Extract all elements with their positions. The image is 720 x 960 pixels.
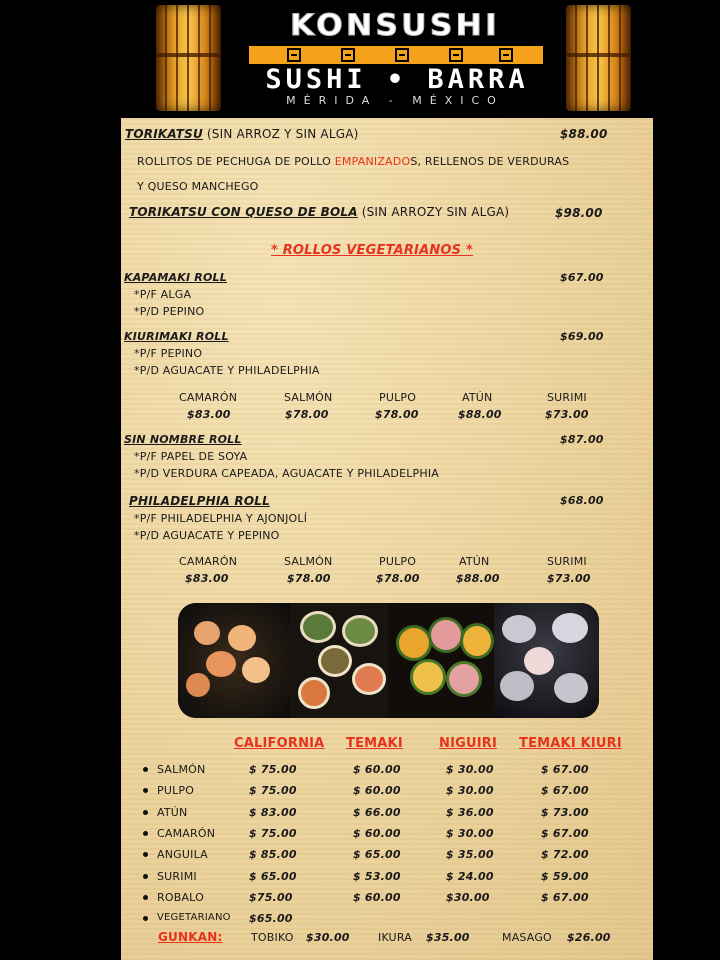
table-cell-temaki: $ 60.00 [353,784,401,797]
table-cell-niguiri: $ 36.00 [446,806,494,819]
table-cell-temaki-kiuri: $ 67.00 [541,763,589,776]
philadelphia-price: $68.00 [560,494,604,507]
torikatsu-variant-note: (SIN ARROZY SIN ALGA) [361,205,510,219]
torikatsu-description [137,155,569,168]
kanji-bar [249,46,543,64]
protein-header: SURIMI [547,555,587,568]
sushi-piece [428,617,464,653]
protein-price: $78.00 [376,572,420,585]
table-row-item: VEGETARIANO [157,912,231,923]
sushi-piece [410,659,446,695]
column-california: CALIFORNIA [234,736,325,751]
bullet-icon [143,788,148,793]
sushi-photo-3 [388,603,494,718]
sushi-photo-4 [494,603,599,718]
sin-nombre-name: SIN NOMBRE ROLL [124,433,242,446]
bamboo-decoration-right [566,5,631,111]
table-cell-temaki: $ 66.00 [353,806,401,819]
section-title: * ROLLOS VEGETARIANOS * [271,243,473,258]
masago-price: $26.00 [567,931,611,944]
table-cell-california: $ 75.00 [249,763,297,776]
table-row-item: ATÚN [157,806,188,819]
protein-price: $88.00 [456,572,500,585]
torikatsu-variant-name: TORIKATSU CON QUESO DE BOLA [129,205,358,219]
sushi-piece [552,613,588,643]
torikatsu-description-2: Y QUESO MANCHEGO [137,180,259,193]
protein-price: $78.00 [285,408,329,421]
sushi-piece [500,671,534,701]
sushi-piece [194,621,220,645]
bullet-icon [143,810,148,815]
kapamaki-price: $67.00 [560,271,604,284]
protein-header: CAMARÓN [179,555,238,568]
table-row-item: CAMARÓN [157,827,216,840]
sushi-piece [352,663,386,695]
torikatsu-variant-line [129,205,509,219]
table-cell-niguiri: $ 30.00 [446,763,494,776]
sushi-piece [206,651,236,677]
sushi-piece [300,611,336,643]
bullet-icon [143,831,148,836]
sushi-piece [186,673,210,697]
sin-nombre-line-1: *P/F PAPEL DE SOYA [134,450,248,463]
protein-header: SALMÓN [284,391,333,404]
protein-header: SALMÓN [284,555,333,568]
protein-price: $73.00 [547,572,591,585]
table-cell-temaki: $ 60.00 [353,827,401,840]
torikatsu-line [125,127,359,141]
table-cell-california: $ 65.00 [249,870,297,883]
sushi-piece [446,661,482,697]
table-row-item: SURIMI [157,870,197,883]
sushi-piece [502,615,536,643]
table-cell-temaki-kiuri: $ 59.00 [541,870,589,883]
brand-location: MÉRIDA - MÉXICO [286,94,504,107]
sushi-piece [342,615,378,647]
sin-nombre-price: $87.00 [560,433,604,446]
kanji-glyph-3 [395,48,409,62]
torikatsu-price: $88.00 [560,127,608,141]
desc-highlight: EMPANIZADO [334,155,411,168]
sin-nombre-line-2: *P/D VERDURA CAPEADA, AGUACATE Y PHILADELPHIA [134,467,440,480]
tobiko-label: TOBIKO [251,931,294,944]
table-cell-temaki-kiuri: $ 67.00 [541,827,589,840]
menu-page [121,118,653,960]
kiurimaki-line-2: *P/D AGUACATE Y PHILADELPHIA [134,364,320,377]
brand-subtitle: SUSHI • BARRA [265,64,529,95]
table-cell-temaki-kiuri: $ 67.00 [541,891,589,904]
bullet-icon [143,874,148,879]
ikura-label: IKURA [378,931,412,944]
bamboo-decoration-left [156,5,221,111]
philadelphia-line-2: *P/D AGUACATE Y PEPINO [134,529,280,542]
table-cell-california: $75.00 [249,891,293,904]
desc-part-end: S, RELLENOS DE VERDURAS [410,155,570,168]
kanji-glyph-2 [341,48,355,62]
masago-label: MASAGO [502,931,552,944]
table-cell-niguiri: $ 30.00 [446,784,494,797]
sushi-piece [242,657,270,683]
table-cell-temaki-kiuri: $ 72.00 [541,848,589,861]
column-temaki-kiuri: TEMAKI KIURI [519,736,622,751]
table-cell-temaki-kiuri: $ 67.00 [541,784,589,797]
sushi-photo-strip [178,603,599,718]
brand-name: KONSUSHI [289,8,501,42]
protein-price: $78.00 [375,408,419,421]
table-row-item: SALMÓN [157,763,206,776]
table-cell-niguiri: $ 24.00 [446,870,494,883]
desc-part: ROLLITOS DE PECHUGA DE POLLO [137,155,335,168]
protein-header: ATÚN [459,555,490,568]
kanji-glyph-4 [449,48,463,62]
protein-header: PULPO [379,555,417,568]
column-niguiri: NIGUIRI [439,736,498,751]
protein-header: CAMARÓN [179,391,238,404]
bullet-icon [143,916,148,921]
gunkan-label: GUNKAN: [158,930,223,944]
sushi-photo-2 [290,603,388,718]
kapamaki-line-2: *P/D PEPINO [134,305,205,318]
kanji-glyph-5 [499,48,513,62]
philadelphia-line-1: *P/F PHILADELPHIA Y AJONJOLÍ [134,512,308,525]
ikura-price: $35.00 [426,931,470,944]
table-row-item: ROBALO [157,891,204,904]
table-cell-california: $ 83.00 [249,806,297,819]
torikatsu-note: (SIN ARROZ Y SIN ALGA) [206,127,359,141]
table-row-item: PULPO [157,784,195,797]
table-cell-niguiri: $ 35.00 [446,848,494,861]
sushi-piece [318,645,352,677]
protein-price: $83.00 [185,572,229,585]
sushi-piece [298,677,330,709]
kapamaki-line-1: *P/F ALGA [134,288,192,301]
logo [234,2,556,114]
torikatsu-variant-price: $98.00 [555,206,603,220]
kiurimaki-price: $69.00 [560,330,604,343]
table-cell-california: $ 75.00 [249,784,297,797]
table-cell-temaki: $ 60.00 [353,763,401,776]
philadelphia-name: PHILADELPHIA ROLL [129,494,270,508]
kanji-glyph-1 [287,48,301,62]
table-cell-california: $65.00 [249,912,293,925]
sushi-piece [554,673,588,703]
protein-header: ATÚN [462,391,493,404]
bullet-icon [143,767,148,772]
protein-price: $73.00 [545,408,589,421]
table-cell-niguiri: $30.00 [446,891,490,904]
protein-header: PULPO [379,391,417,404]
kiurimaki-name: KIURIMAKI ROLL [124,330,229,343]
kapamaki-name: KAPAMAKI ROLL [124,271,227,284]
protein-price: $88.00 [458,408,502,421]
torikatsu-name: TORIKATSU [125,127,203,141]
table-cell-california: $ 75.00 [249,827,297,840]
sushi-piece [460,623,494,659]
table-cell-california: $ 85.00 [249,848,297,861]
table-cell-temaki: $ 65.00 [353,848,401,861]
protein-header: SURIMI [547,391,587,404]
sushi-piece [396,625,432,661]
table-cell-niguiri: $ 30.00 [446,827,494,840]
protein-price: $78.00 [287,572,331,585]
sushi-photo-1 [178,603,290,718]
bullet-icon [143,895,148,900]
kiurimaki-line-1: *P/F PEPINO [134,347,203,360]
table-row-item: ANGUILA [157,848,208,861]
protein-price: $83.00 [187,408,231,421]
table-cell-temaki: $ 53.00 [353,870,401,883]
table-cell-temaki-kiuri: $ 73.00 [541,806,589,819]
tobiko-price: $30.00 [306,931,350,944]
bullet-icon [143,852,148,857]
sushi-piece [524,647,554,675]
sushi-piece [228,625,256,651]
table-cell-temaki: $ 60.00 [353,891,401,904]
column-temaki: TEMAKI [346,736,403,751]
